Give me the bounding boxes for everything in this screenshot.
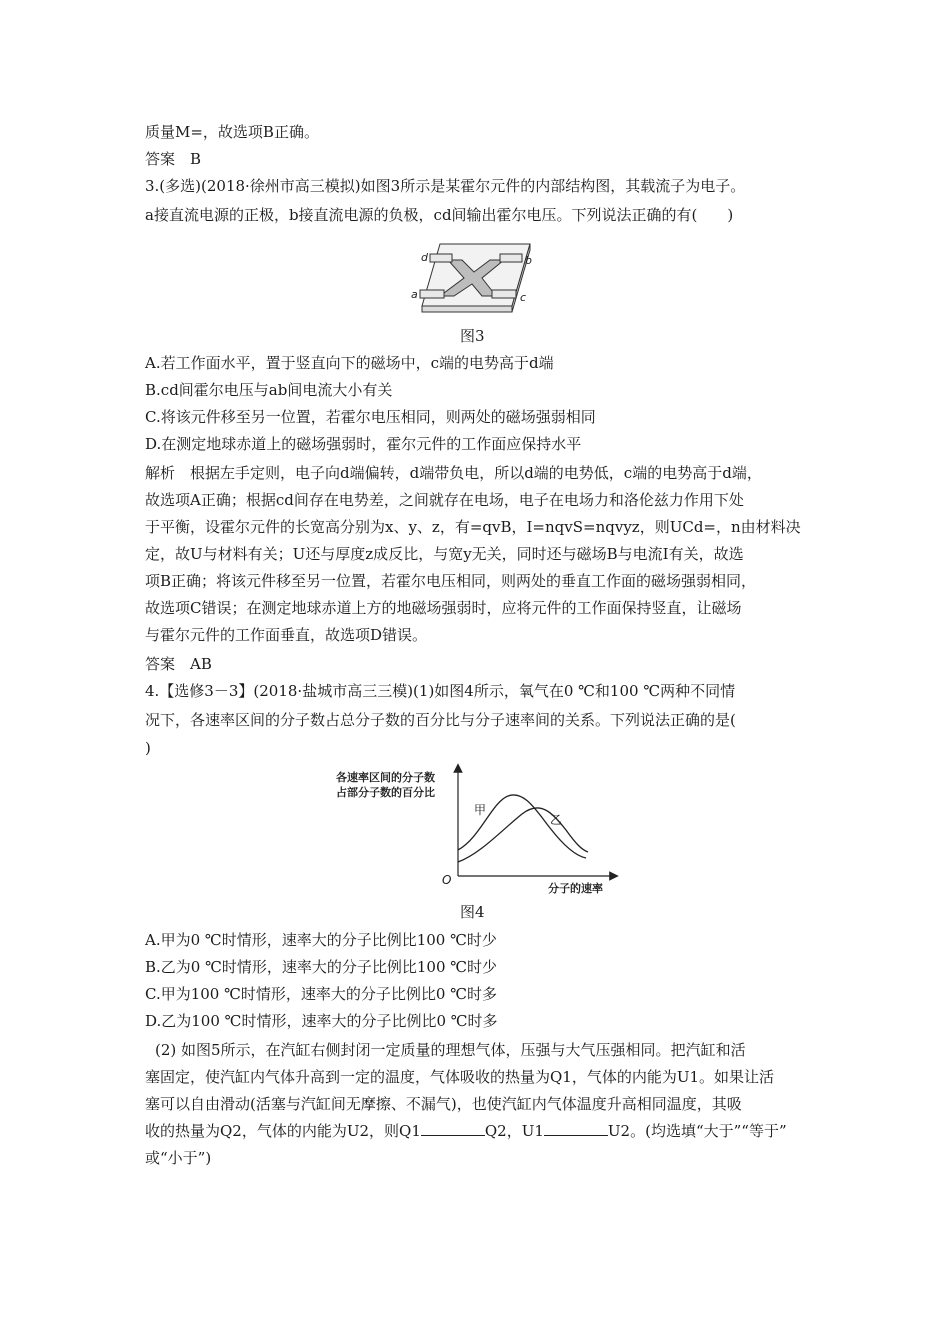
question-4-stem: 4.【选修3－3】(2018·盐城市高三三模)(1)如图4所示，氧气在0 ℃和100 ℃两种不同情 — [145, 682, 736, 700]
option-4b: B.乙为0 ℃时情形，速率大的分子比例比100 ℃时少 — [145, 958, 498, 976]
figure-3-hall-element — [410, 240, 535, 318]
question-4-part-2-cont: 塞可以自由滑动(活塞与汽缸间无摩擦、不漏气)，也使汽缸内气体温度升高相同温度，其吸 — [145, 1095, 742, 1113]
label-c: c — [520, 291, 527, 304]
option-3d: D.在测定地球赤道上的磁场强弱时，霍尔元件的工作面应保持水平 — [145, 435, 582, 453]
analysis-line: 故选项C错误；在测定地球赤道上方的地磁场强弱时，应将元件的工作面保持竖直，让磁场 — [145, 599, 742, 617]
option-3c: C.将该元件移至另一位置，若霍尔电压相同，则两处的磁场强弱相同 — [145, 408, 596, 426]
analysis-line: 于平衡，设霍尔元件的长宽高分别为x、y、z，有=qvB，I=nqvS=nqvyz，则UCd=，n由材料决 — [145, 518, 801, 536]
analysis-line: 定，故U与材料有关；U还与厚度z成反比，与宽y无关，同时还与磁场B与电流I有关，故选 — [145, 545, 744, 563]
analysis-line: 故选项A正确；根据cd间存在电势差，之间就存在电场，电子在电场力和洛伦兹力作用下处 — [145, 491, 744, 509]
question-4-stem-cont: 况下，各速率区间的分子数占总分子数的百分比与分子速率间的关系。下列说法正确的是( — [145, 711, 736, 729]
fill-text: U2。(均选填“大于”“等于” — [607, 1122, 787, 1140]
option-4c: C.甲为100 ℃时情形，速率大的分子比例比0 ℃时多 — [145, 985, 497, 1003]
ylabel-line1: 各速率区间的分子数 — [336, 771, 435, 784]
question-3-stem-cont: a接直流电源的正极，b接直流电源的负极，cd间输出霍尔电压。下列说法正确的有( ) — [145, 206, 734, 224]
electrode-b — [500, 254, 522, 262]
answer-line: 答案 B — [145, 150, 202, 168]
question-4-part-2-cont: 塞固定，使汽缸内气体升高到一定的温度，气体吸收的热量为Q1，气体的内能为U1。如果让活 — [145, 1068, 775, 1086]
question-4-part-2-cont: 或“小于”) — [145, 1149, 212, 1167]
figure-4-speed-distribution — [330, 758, 620, 898]
option-4a: A.甲为0 ℃时情形，速率大的分子比例比100 ℃时少 — [145, 931, 497, 949]
curve-jia-label: 甲 — [474, 803, 487, 817]
label-d: d — [421, 251, 428, 264]
question-4-stem-cont: ) — [145, 739, 151, 757]
fill-text: Q2，U1 — [484, 1122, 544, 1140]
xlabel: 分子的速率 — [548, 882, 603, 895]
question-4-part-2: (2) 如图5所示，在汽缸右侧封闭一定质量的理想气体，压强与大气压强相同。把汽缸和活 — [155, 1041, 746, 1059]
answer-blank-2[interactable] — [544, 1121, 608, 1136]
fill-text: 收的热量为Q2，气体的内能为U2，则Q1 — [145, 1122, 421, 1140]
option-4d: D.乙为100 ℃时情形，速率大的分子比例比0 ℃时多 — [145, 1012, 498, 1030]
origin-label: O — [442, 873, 452, 887]
electrode-c — [492, 290, 516, 298]
ylabel-line2: 占部分子数的百分比 — [336, 786, 435, 799]
option-3a: A.若工作面水平，置于竖直向下的磁场中，c端的电势高于d端 — [145, 354, 554, 372]
answer-blank-1[interactable] — [421, 1121, 485, 1136]
analysis-line: 与霍尔元件的工作面垂直，故选项D错误。 — [145, 626, 428, 644]
electrode-a — [420, 290, 444, 298]
analysis-line: 解析 根据左手定则，电子向d端偏转，d端带负电，所以d端的电势低，c端的电势高于d端， — [145, 464, 762, 482]
figure-4-caption: 图4 — [460, 903, 485, 921]
label-a: a — [411, 288, 418, 301]
question-4-part-2-fill-line — [145, 1121, 787, 1141]
label-b: b — [525, 254, 532, 267]
question-3-stem: 3.(多选)(2018·徐州市高三模拟)如图3所示是某霍尔元件的内部结构图，其载流子为电子。 — [145, 177, 746, 195]
answer-line: 答案 AB — [145, 655, 212, 673]
electrode-d — [430, 254, 452, 262]
curve-yi-label: 乙 — [550, 813, 563, 827]
text-line: 质量M=，故选项B正确。 — [145, 123, 319, 141]
figure-3-caption: 图3 — [460, 327, 485, 345]
option-3b: B.cd间霍尔电压与ab间电流大小有关 — [145, 381, 393, 399]
analysis-line: 项B正确；将该元件移至另一位置，若霍尔电压相同，则两处的垂直工作面的磁场强弱相同， — [145, 572, 757, 590]
